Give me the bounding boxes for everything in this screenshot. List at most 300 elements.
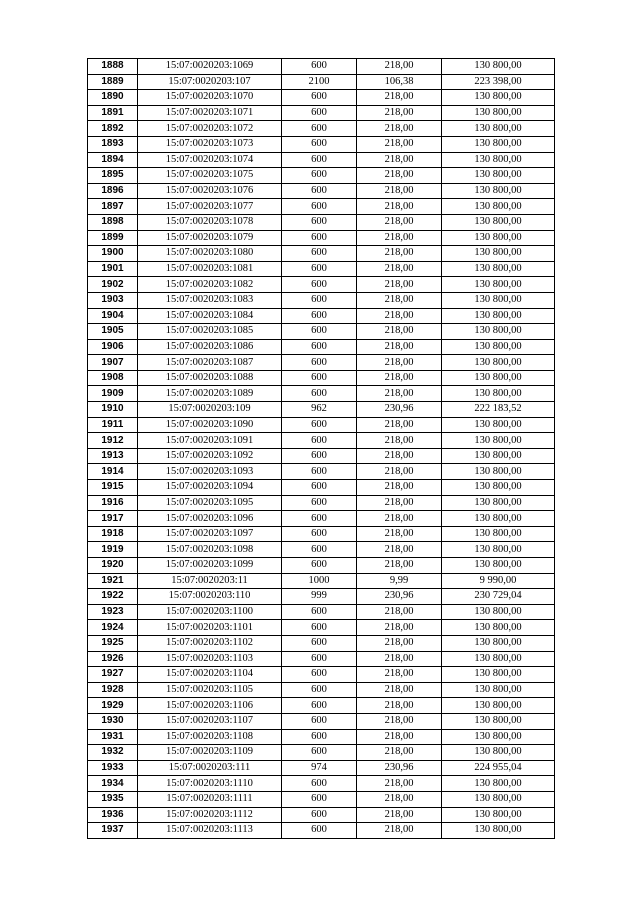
- table-row: [88, 823, 555, 839]
- value-cell: 130 800,00: [442, 417, 555, 433]
- table-row: [88, 807, 555, 823]
- value-cell: 130 800,00: [442, 698, 555, 714]
- cadastral-number-cell: 15:07:0020203:1105: [138, 682, 282, 698]
- table-row: [88, 402, 555, 418]
- table-row: [88, 589, 555, 605]
- value-cell: 222 183,52: [442, 402, 555, 418]
- cadastral-number-cell: 15:07:0020203:1073: [138, 136, 282, 152]
- area-cell: 600: [282, 168, 357, 184]
- area-cell: 600: [282, 121, 357, 137]
- table-row: [88, 745, 555, 761]
- cadastral-number-cell: 15:07:0020203:1076: [138, 183, 282, 199]
- table-row: [88, 791, 555, 807]
- table-row: [88, 121, 555, 137]
- value-cell: 130 800,00: [442, 558, 555, 574]
- area-cell: 600: [282, 464, 357, 480]
- value-cell: 130 800,00: [442, 448, 555, 464]
- value-cell: 130 800,00: [442, 604, 555, 620]
- rate-cell: 218,00: [357, 136, 442, 152]
- rate-cell: 218,00: [357, 542, 442, 558]
- value-cell: 130 800,00: [442, 480, 555, 496]
- rate-cell: 218,00: [357, 261, 442, 277]
- cadastral-number-cell: 15:07:0020203:1071: [138, 105, 282, 121]
- table-row: [88, 713, 555, 729]
- area-cell: 600: [282, 152, 357, 168]
- row-number-cell: 1911: [88, 417, 138, 433]
- area-cell: 600: [282, 277, 357, 293]
- area-cell: 600: [282, 261, 357, 277]
- rate-cell: 218,00: [357, 729, 442, 745]
- row-number-cell: 1927: [88, 667, 138, 683]
- value-cell: 130 800,00: [442, 635, 555, 651]
- table-row: [88, 277, 555, 293]
- cadastral-number-cell: 15:07:0020203:1110: [138, 776, 282, 792]
- area-cell: 600: [282, 370, 357, 386]
- table-row: [88, 448, 555, 464]
- cadastral-number-cell: 15:07:0020203:1083: [138, 292, 282, 308]
- cadastral-number-cell: 15:07:0020203:1095: [138, 495, 282, 511]
- cadastral-number-cell: 15:07:0020203:1089: [138, 386, 282, 402]
- rate-cell: 218,00: [357, 433, 442, 449]
- cadastral-number-cell: 15:07:0020203:1070: [138, 90, 282, 106]
- area-cell: 600: [282, 292, 357, 308]
- rate-cell: 218,00: [357, 90, 442, 106]
- table-row: [88, 417, 555, 433]
- area-cell: 600: [282, 511, 357, 527]
- value-cell: 130 800,00: [442, 183, 555, 199]
- table-row: [88, 355, 555, 371]
- row-number-cell: 1924: [88, 620, 138, 636]
- value-cell: 130 800,00: [442, 308, 555, 324]
- cadastral-number-cell: 15:07:0020203:1109: [138, 745, 282, 761]
- table-row: [88, 495, 555, 511]
- row-number-cell: 1933: [88, 760, 138, 776]
- row-number-cell: 1919: [88, 542, 138, 558]
- value-cell: 130 800,00: [442, 355, 555, 371]
- cadastral-number-cell: 15:07:0020203:1094: [138, 480, 282, 496]
- rate-cell: 218,00: [357, 355, 442, 371]
- rate-cell: 218,00: [357, 168, 442, 184]
- table-row: [88, 90, 555, 106]
- value-cell: 130 800,00: [442, 433, 555, 449]
- value-cell: 130 800,00: [442, 651, 555, 667]
- row-number-cell: 1888: [88, 59, 138, 75]
- cadastral-number-cell: 15:07:0020203:1072: [138, 121, 282, 137]
- table-row: [88, 682, 555, 698]
- area-cell: 600: [282, 729, 357, 745]
- table-row: [88, 136, 555, 152]
- row-number-cell: 1901: [88, 261, 138, 277]
- area-cell: 600: [282, 386, 357, 402]
- table-row: [88, 370, 555, 386]
- area-cell: 600: [282, 199, 357, 215]
- rate-cell: 218,00: [357, 480, 442, 496]
- rate-cell: 218,00: [357, 292, 442, 308]
- cadastral-number-cell: 15:07:0020203:1102: [138, 635, 282, 651]
- table-row: [88, 651, 555, 667]
- rate-cell: 218,00: [357, 776, 442, 792]
- area-cell: 600: [282, 324, 357, 340]
- rate-cell: 218,00: [357, 59, 442, 75]
- value-cell: 130 800,00: [442, 386, 555, 402]
- row-number-cell: 1930: [88, 713, 138, 729]
- cadastral-number-cell: 15:07:0020203:1075: [138, 168, 282, 184]
- table-row: [88, 183, 555, 199]
- table-row: [88, 59, 555, 75]
- value-cell: 130 800,00: [442, 620, 555, 636]
- value-cell: 130 800,00: [442, 807, 555, 823]
- area-cell: 2100: [282, 74, 357, 90]
- rate-cell: 218,00: [357, 324, 442, 340]
- table-row: [88, 573, 555, 589]
- cadastral-number-cell: 15:07:0020203:1108: [138, 729, 282, 745]
- area-cell: 600: [282, 713, 357, 729]
- table-row: [88, 230, 555, 246]
- row-number-cell: 1894: [88, 152, 138, 168]
- value-cell: 130 800,00: [442, 59, 555, 75]
- table-row: [88, 542, 555, 558]
- rate-cell: 218,00: [357, 604, 442, 620]
- area-cell: 600: [282, 433, 357, 449]
- rate-cell: 218,00: [357, 635, 442, 651]
- rate-cell: 218,00: [357, 511, 442, 527]
- area-cell: 1000: [282, 573, 357, 589]
- value-cell: 130 800,00: [442, 526, 555, 542]
- cadastral-number-cell: 15:07:0020203:109: [138, 402, 282, 418]
- value-cell: 130 800,00: [442, 277, 555, 293]
- row-number-cell: 1913: [88, 448, 138, 464]
- value-cell: 130 800,00: [442, 745, 555, 761]
- table-row: [88, 386, 555, 402]
- rate-cell: 218,00: [357, 791, 442, 807]
- cadastral-number-cell: 15:07:0020203:1106: [138, 698, 282, 714]
- value-cell: 130 800,00: [442, 542, 555, 558]
- row-number-cell: 1907: [88, 355, 138, 371]
- rate-cell: 218,00: [357, 807, 442, 823]
- row-number-cell: 1898: [88, 214, 138, 230]
- row-number-cell: 1891: [88, 105, 138, 121]
- rate-cell: 218,00: [357, 417, 442, 433]
- cadastral-number-cell: 15:07:0020203:1084: [138, 308, 282, 324]
- table-row: [88, 292, 555, 308]
- table-row: [88, 558, 555, 574]
- table-row: [88, 667, 555, 683]
- rate-cell: 230,96: [357, 760, 442, 776]
- area-cell: 600: [282, 823, 357, 839]
- table-row: [88, 339, 555, 355]
- area-cell: 600: [282, 526, 357, 542]
- table-row: [88, 199, 555, 215]
- value-cell: 130 800,00: [442, 339, 555, 355]
- row-number-cell: 1920: [88, 558, 138, 574]
- rate-cell: 218,00: [357, 620, 442, 636]
- table-row: [88, 246, 555, 262]
- row-number-cell: 1926: [88, 651, 138, 667]
- area-cell: 600: [282, 59, 357, 75]
- rate-cell: 218,00: [357, 823, 442, 839]
- area-cell: 600: [282, 214, 357, 230]
- rate-cell: 218,00: [357, 152, 442, 168]
- table-row: [88, 729, 555, 745]
- area-cell: 600: [282, 667, 357, 683]
- row-number-cell: 1934: [88, 776, 138, 792]
- table-row: [88, 511, 555, 527]
- row-number-cell: 1900: [88, 246, 138, 262]
- row-number-cell: 1903: [88, 292, 138, 308]
- row-number-cell: 1916: [88, 495, 138, 511]
- value-cell: 130 800,00: [442, 199, 555, 215]
- cadastral-number-cell: 15:07:0020203:1111: [138, 791, 282, 807]
- row-number-cell: 1896: [88, 183, 138, 199]
- cadastral-number-cell: 15:07:0020203:1074: [138, 152, 282, 168]
- area-cell: 600: [282, 355, 357, 371]
- value-cell: 130 800,00: [442, 292, 555, 308]
- cadastral-number-cell: 15:07:0020203:1077: [138, 199, 282, 215]
- row-number-cell: 1923: [88, 604, 138, 620]
- cadastral-number-cell: 15:07:0020203:1079: [138, 230, 282, 246]
- area-cell: 600: [282, 495, 357, 511]
- row-number-cell: 1925: [88, 635, 138, 651]
- table-row: [88, 261, 555, 277]
- value-cell: 130 800,00: [442, 464, 555, 480]
- value-cell: 130 800,00: [442, 370, 555, 386]
- value-cell: 130 800,00: [442, 168, 555, 184]
- area-cell: 600: [282, 620, 357, 636]
- row-number-cell: 1908: [88, 370, 138, 386]
- row-number-cell: 1893: [88, 136, 138, 152]
- table-row: [88, 620, 555, 636]
- table-row: [88, 604, 555, 620]
- table-row: [88, 760, 555, 776]
- rate-cell: 230,96: [357, 589, 442, 605]
- parcel-table: [87, 58, 555, 839]
- cadastral-number-cell: 15:07:0020203:1091: [138, 433, 282, 449]
- area-cell: 600: [282, 183, 357, 199]
- value-cell: 130 800,00: [442, 823, 555, 839]
- cadastral-number-cell: 15:07:0020203:1107: [138, 713, 282, 729]
- area-cell: 600: [282, 308, 357, 324]
- value-cell: 230 729,04: [442, 589, 555, 605]
- row-number-cell: 1902: [88, 277, 138, 293]
- cadastral-number-cell: 15:07:0020203:1090: [138, 417, 282, 433]
- cadastral-number-cell: 15:07:0020203:1085: [138, 324, 282, 340]
- table-row: [88, 308, 555, 324]
- row-number-cell: 1936: [88, 807, 138, 823]
- area-cell: 600: [282, 651, 357, 667]
- rate-cell: 218,00: [357, 464, 442, 480]
- row-number-cell: 1918: [88, 526, 138, 542]
- area-cell: 600: [282, 448, 357, 464]
- cadastral-number-cell: 15:07:0020203:111: [138, 760, 282, 776]
- row-number-cell: 1917: [88, 511, 138, 527]
- table-row: [88, 464, 555, 480]
- area-cell: 600: [282, 542, 357, 558]
- table-row: [88, 168, 555, 184]
- area-cell: 600: [282, 558, 357, 574]
- cadastral-number-cell: 15:07:0020203:1099: [138, 558, 282, 574]
- table-row: [88, 698, 555, 714]
- rate-cell: 218,00: [357, 370, 442, 386]
- rate-cell: 218,00: [357, 308, 442, 324]
- area-cell: 600: [282, 791, 357, 807]
- cadastral-number-cell: 15:07:0020203:1100: [138, 604, 282, 620]
- row-number-cell: 1889: [88, 74, 138, 90]
- area-cell: 600: [282, 776, 357, 792]
- rate-cell: 218,00: [357, 448, 442, 464]
- value-cell: 130 800,00: [442, 682, 555, 698]
- row-number-cell: 1909: [88, 386, 138, 402]
- cadastral-number-cell: 15:07:0020203:1088: [138, 370, 282, 386]
- cadastral-number-cell: 15:07:0020203:1096: [138, 511, 282, 527]
- rate-cell: 218,00: [357, 651, 442, 667]
- value-cell: 130 800,00: [442, 713, 555, 729]
- row-number-cell: 1931: [88, 729, 138, 745]
- row-number-cell: 1892: [88, 121, 138, 137]
- value-cell: 223 398,00: [442, 74, 555, 90]
- area-cell: 600: [282, 682, 357, 698]
- cadastral-number-cell: 15:07:0020203:1113: [138, 823, 282, 839]
- cadastral-number-cell: 15:07:0020203:1069: [138, 59, 282, 75]
- row-number-cell: 1912: [88, 433, 138, 449]
- value-cell: 130 800,00: [442, 791, 555, 807]
- rate-cell: 218,00: [357, 230, 442, 246]
- table-row: [88, 74, 555, 90]
- area-cell: 600: [282, 136, 357, 152]
- value-cell: 130 800,00: [442, 214, 555, 230]
- row-number-cell: 1937: [88, 823, 138, 839]
- row-number-cell: 1932: [88, 745, 138, 761]
- area-cell: 600: [282, 339, 357, 355]
- cadastral-number-cell: 15:07:0020203:1103: [138, 651, 282, 667]
- table-row: [88, 324, 555, 340]
- rate-cell: 218,00: [357, 745, 442, 761]
- row-number-cell: 1895: [88, 168, 138, 184]
- row-number-cell: 1921: [88, 573, 138, 589]
- rate-cell: 218,00: [357, 277, 442, 293]
- value-cell: 9 990,00: [442, 573, 555, 589]
- table-row: [88, 152, 555, 168]
- rate-cell: 230,96: [357, 402, 442, 418]
- rate-cell: 218,00: [357, 121, 442, 137]
- value-cell: 130 800,00: [442, 667, 555, 683]
- rate-cell: 218,00: [357, 698, 442, 714]
- value-cell: 130 800,00: [442, 121, 555, 137]
- table-row: [88, 776, 555, 792]
- rate-cell: 218,00: [357, 558, 442, 574]
- table-row: [88, 526, 555, 542]
- value-cell: 130 800,00: [442, 246, 555, 262]
- row-number-cell: 1910: [88, 402, 138, 418]
- area-cell: 600: [282, 698, 357, 714]
- table-row: [88, 480, 555, 496]
- parcel-table-body: [88, 59, 555, 839]
- value-cell: 224 955,04: [442, 760, 555, 776]
- row-number-cell: 1906: [88, 339, 138, 355]
- cadastral-number-cell: 15:07:0020203:1112: [138, 807, 282, 823]
- cadastral-number-cell: 15:07:0020203:1092: [138, 448, 282, 464]
- value-cell: 130 800,00: [442, 90, 555, 106]
- cadastral-number-cell: 15:07:0020203:1086: [138, 339, 282, 355]
- area-cell: 600: [282, 90, 357, 106]
- value-cell: 130 800,00: [442, 261, 555, 277]
- cadastral-number-cell: 15:07:0020203:11: [138, 573, 282, 589]
- cadastral-number-cell: 15:07:0020203:1078: [138, 214, 282, 230]
- cadastral-number-cell: 15:07:0020203:1098: [138, 542, 282, 558]
- row-number-cell: 1899: [88, 230, 138, 246]
- row-number-cell: 1929: [88, 698, 138, 714]
- value-cell: 130 800,00: [442, 152, 555, 168]
- value-cell: 130 800,00: [442, 776, 555, 792]
- rate-cell: 218,00: [357, 339, 442, 355]
- row-number-cell: 1928: [88, 682, 138, 698]
- rate-cell: 9,99: [357, 573, 442, 589]
- rate-cell: 218,00: [357, 183, 442, 199]
- cadastral-number-cell: 15:07:0020203:107: [138, 74, 282, 90]
- cadastral-number-cell: 15:07:0020203:1097: [138, 526, 282, 542]
- rate-cell: 218,00: [357, 667, 442, 683]
- rate-cell: 106,38: [357, 74, 442, 90]
- area-cell: 600: [282, 246, 357, 262]
- area-cell: 600: [282, 745, 357, 761]
- area-cell: 999: [282, 589, 357, 605]
- rate-cell: 218,00: [357, 214, 442, 230]
- value-cell: 130 800,00: [442, 136, 555, 152]
- value-cell: 130 800,00: [442, 230, 555, 246]
- value-cell: 130 800,00: [442, 511, 555, 527]
- value-cell: 130 800,00: [442, 105, 555, 121]
- rate-cell: 218,00: [357, 682, 442, 698]
- cadastral-number-cell: 15:07:0020203:110: [138, 589, 282, 605]
- row-number-cell: 1890: [88, 90, 138, 106]
- row-number-cell: 1897: [88, 199, 138, 215]
- rate-cell: 218,00: [357, 386, 442, 402]
- rate-cell: 218,00: [357, 526, 442, 542]
- value-cell: 130 800,00: [442, 495, 555, 511]
- table-row: [88, 635, 555, 651]
- rate-cell: 218,00: [357, 199, 442, 215]
- cadastral-number-cell: 15:07:0020203:1082: [138, 277, 282, 293]
- table-row: [88, 214, 555, 230]
- row-number-cell: 1914: [88, 464, 138, 480]
- area-cell: 600: [282, 807, 357, 823]
- area-cell: 600: [282, 417, 357, 433]
- row-number-cell: 1922: [88, 589, 138, 605]
- rate-cell: 218,00: [357, 246, 442, 262]
- area-cell: 974: [282, 760, 357, 776]
- cadastral-number-cell: 15:07:0020203:1093: [138, 464, 282, 480]
- cadastral-number-cell: 15:07:0020203:1080: [138, 246, 282, 262]
- value-cell: 130 800,00: [442, 729, 555, 745]
- area-cell: 600: [282, 230, 357, 246]
- area-cell: 962: [282, 402, 357, 418]
- cadastral-number-cell: 15:07:0020203:1087: [138, 355, 282, 371]
- row-number-cell: 1915: [88, 480, 138, 496]
- row-number-cell: 1904: [88, 308, 138, 324]
- value-cell: 130 800,00: [442, 324, 555, 340]
- rate-cell: 218,00: [357, 495, 442, 511]
- rate-cell: 218,00: [357, 105, 442, 121]
- area-cell: 600: [282, 635, 357, 651]
- area-cell: 600: [282, 480, 357, 496]
- area-cell: 600: [282, 604, 357, 620]
- row-number-cell: 1905: [88, 324, 138, 340]
- row-number-cell: 1935: [88, 791, 138, 807]
- area-cell: 600: [282, 105, 357, 121]
- cadastral-number-cell: 15:07:0020203:1101: [138, 620, 282, 636]
- cadastral-number-cell: 15:07:0020203:1081: [138, 261, 282, 277]
- cadastral-number-cell: 15:07:0020203:1104: [138, 667, 282, 683]
- table-row: [88, 105, 555, 121]
